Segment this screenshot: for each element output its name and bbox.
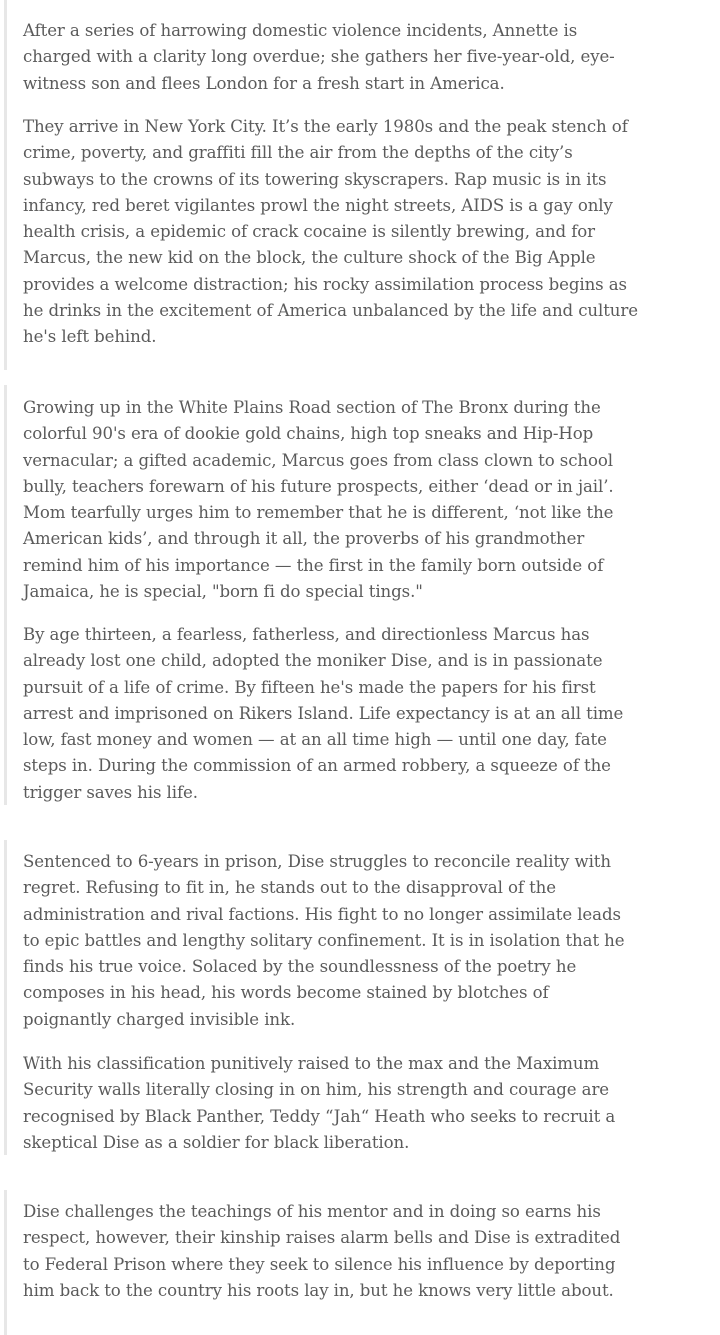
paragraph-annette-flees-london: After a series of harrowing domestic violence incidents, Annette is charged with a clarity long overdue; she gathers her five-year-old, eye-witness son and flees London for a fresh start in America. (23, 21, 615, 93)
paragraph-growing-up-bronx: Growing up in the White Plains Road section of The Bronx during the colorful 90's era of dookie gold chains, high top sneaks and Hip-Hop vernacular; a gifted academic, Marcus goes from class clown to school bully, teachers forewarn of his future prospects, either ‘dead or in jail’. Mom tearfully urges him to remember that he is different, ‘not like the American kids’, and through it all, the proverbs of his grandmother remind him of his importance — the first in the family born outside of Jamaica, he is special, "born fi do special tings." (23, 398, 614, 602)
paragraph-age-thirteen: By age thirteen, a fearless, fatherless, and directionless Marcus has already lost one child, adopted the moniker Dise, and is in passionate pursuit of a life of crime. By fifteen he's made the papers for his first arrest and imprisoned on Rikers Island. Life expectancy is at an all time low, fast money and women — at an all time high — until one day, fate steps in. During the commission of an armed robbery, a squeeze of the trigger saves his life. (23, 625, 624, 802)
paragraph-federal-prison: Dise challenges the teachings of his mentor and in doing so earns his respect, however, their kinship raises alarm bells and Dise is extradited to Federal Prison where they seek to silence his influence by deporting him back to the country his roots lay in, but he knows very little about. (23, 1202, 621, 1300)
paragraph-maximum-security: With his classification punitively raised to the max and the Maximum Security walls literally closing in on him, his strength and courage are recognised by Black Panther, Teddy “Jah“ Heath who seeks to recruit a skeptical Dise as a soldier for black liberation. (23, 1054, 616, 1152)
paragraph-new-york-arrival: They arrive in New York City. It’s the early 1980s and the peak stench of crime, poverty, and graffiti fill the air from the depths of the city’s subways to the crowns of its towering skyscrapers. Rap music is in its infancy, red beret vigilantes prowl the night streets, AIDS is a gay only health crisis, a epidemic of crack cocaine is silently brewing, and for Marcus, the new kid on the block, the culture shock of the Big Apple provides a welcome distraction; his rocky assimilation process begins as he drinks in the excitement of America unbalanced by the life and culture he's left behind. (23, 117, 638, 347)
paragraph-sentenced-prison: Sentenced to 6-years in prison, Dise struggles to reconcile reality with regret. Refusing to fit in, he stands out to the disapproval of the administration and rival factions. His fight to no longer assimilate leads to epic battles and lengthy solitary confinement. It is in isolation that he finds his true voice. Solaced by the soundlessness of the poetry he composes in his head, his words become stained by blotches of poignantly charged invisible ink. (23, 852, 625, 1029)
